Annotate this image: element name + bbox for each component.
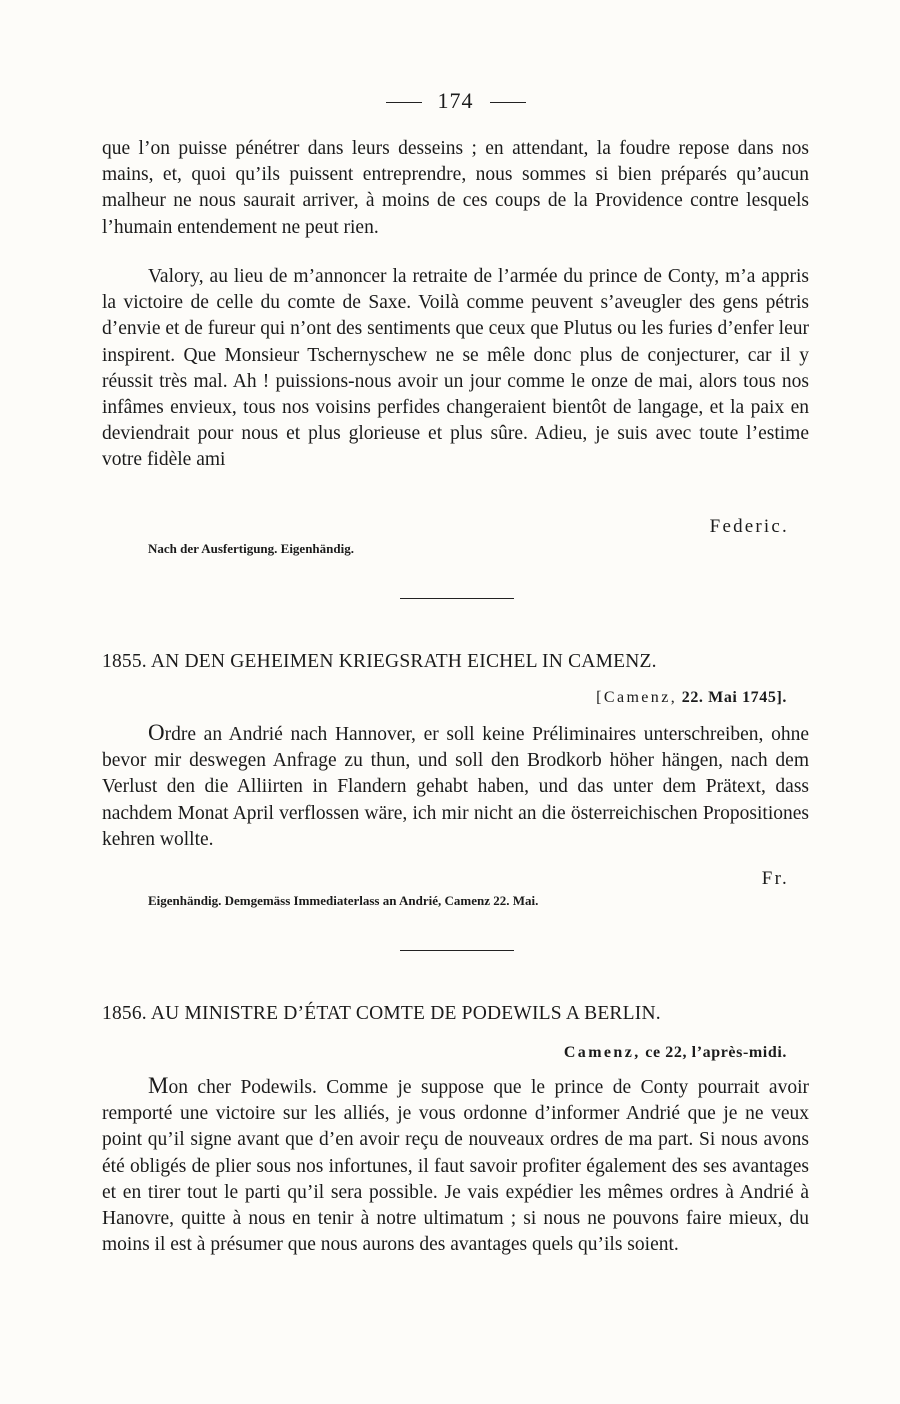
page-number: 174 xyxy=(102,88,809,114)
page-number-dash-left xyxy=(386,102,422,103)
dateline-1856: Camenz, ce 22, l’après-midi. xyxy=(563,1044,787,1061)
letter-heading-1855: 1855. AN DEN GEHEIMEN KRIEGSRATH EICHEL IN CAMENZ. xyxy=(102,651,657,672)
section-divider-2 xyxy=(400,950,514,951)
page-number-dash-right xyxy=(490,102,526,103)
section-divider-1 xyxy=(400,598,514,599)
letter-heading-1856: 1856. AU MINISTRE D’ÉTAT COMTE DE PODEWILS A BERLIN. xyxy=(102,1003,661,1024)
dateline-1855: [Camenz, 22. Mai 1745]. xyxy=(596,689,787,706)
signature-federic: Federic. xyxy=(709,516,789,537)
letter-body-1856: Mon cher Podewils. Comme je suppose que le prince de Conty pourrait avoir remporté une victoire sur les alliés, je vous ordonne d’informer Andrié que je ne veux point qu’il signe avant que d’en avoir reçu de nouveaux ordres de ma part. Si nous avons été obligés de plier sous nos infortunes, il faut savoir profiter également des ses avantages et en tirer tout le parti qu’il sera possible. Je vais expédier les mêmes ordres à Andrié à Hanovre, quitte à nous en tenir à notre ultimatum ; si nous ne pouvons faire mieux, du moins il est à présumer que nous aurons des avantages quels qu’ils soient. xyxy=(102,1073,809,1256)
signature-fr: Fr. xyxy=(761,868,789,889)
paragraph-continuation: que l’on puisse pénétrer dans leurs desseins ; en attendant, la foudre repose dans nos mains, et, quoi qu’ils puissent entreprendre, nous sommes si bien préparés qu’aucun malheur ne nous saurait arriver, à moins de ces coups de la Providence contre lesquels l’humain entendement ne peut rien. xyxy=(102,138,809,238)
paragraph-valory: Valory, au lieu de m’annoncer la retraite de l’armée du prince de Conty, m’a appris la victoire de celle du comte de Saxe. Voilà comme peuvent s’aveugler des gens pétris d’envie et de fureur qui n’ont des sentiments que ceux que Plutus ou les furies d’enfer leur inspirent. Que Monsieur Tschernyschew ne se mêle donc plus de conjecturer, car il y réussit très mal. Ah ! puissions-nous avoir un jour comme le onze de mai, alors tous nos infâmes envieux, tous nos voisins perfides changeraient bientôt de langage, et la paix en deviendrait pour nous et plus glorieuse et plus sûre. Adieu, je suis avec toute l’estime votre fidèle ami xyxy=(102,266,809,471)
initial-letter: O xyxy=(148,720,165,745)
source-note-2: Eigenhändig. Demgemäss Immediaterlass an Andrié, Camenz 22. Mai. xyxy=(148,893,539,908)
source-note-1: Nach der Ausfertigung. Eigenhändig. xyxy=(148,541,354,556)
initial-letter: M xyxy=(148,1073,169,1098)
letter-body-1855: Ordre an Andrié nach Hannover, er soll keine Préliminaires unterschreiben, ohne bevor mir deswegen Anfrage zu thun, und soll den Brodkorb höher hängen, nach dem Verlust den die Alliirten in Flandern gehabt haben, und das unter dem Prätext, dass nachdem Monat April verflossen wäre, ich mir nicht an die österreichischen Propositiones kehren wollte. xyxy=(102,720,809,850)
